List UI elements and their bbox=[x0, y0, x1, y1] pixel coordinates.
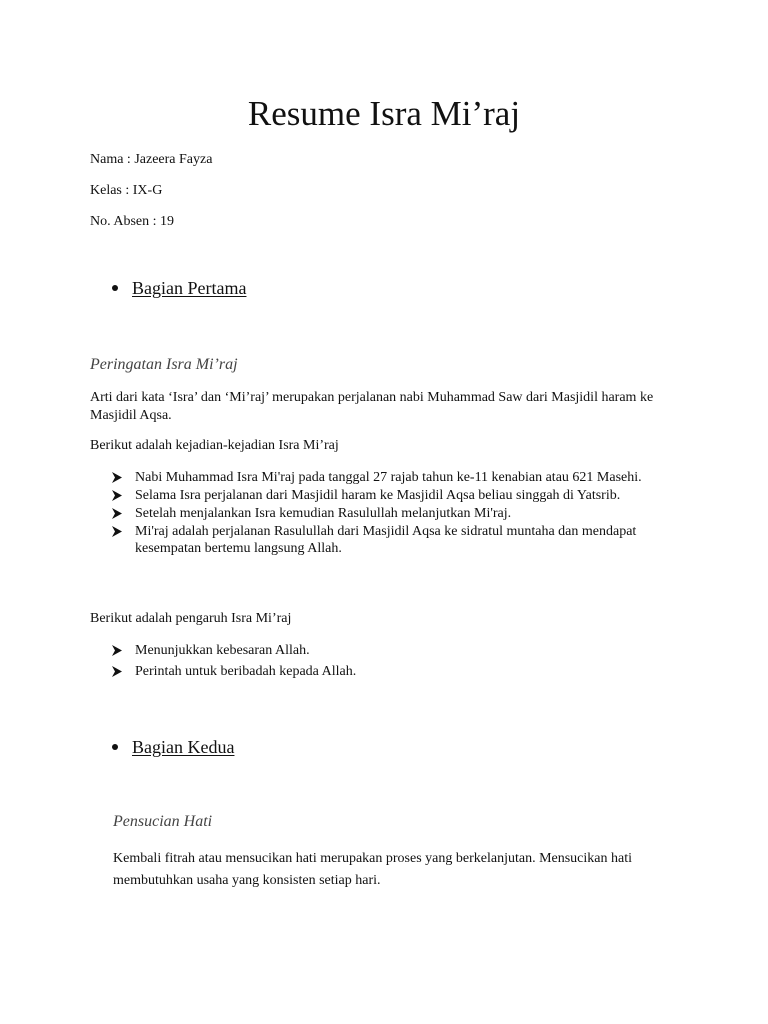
bullet-dot-icon bbox=[112, 285, 118, 291]
subheading-peringatan: Peringatan Isra Mi’raj bbox=[90, 356, 238, 373]
arrowhead-bullet-icon bbox=[112, 645, 122, 656]
section-heading-bagian-pertama bbox=[112, 277, 246, 299]
student-absen: No. Absen : 19 bbox=[90, 214, 174, 229]
pensucian-paragraph: Kembali fitrah atau mensucikan hati merupakan proses yang berkelanjutan. Mensucikan hati membutuhkan usaha yang konsisten setiap hari. bbox=[113, 851, 632, 888]
list-item: Perintah untuk beribadah kepada Allah. bbox=[112, 663, 692, 680]
kejadian-lead: Berikut adalah kejadian-kejadian Isra Mi’raj bbox=[90, 438, 339, 453]
arrowhead-bullet-icon bbox=[112, 472, 122, 483]
subheading-pensucian: Pensucian Hati bbox=[113, 813, 213, 830]
pengaruh-list bbox=[112, 642, 692, 681]
section-heading-bagian-kedua bbox=[112, 736, 234, 758]
section-heading-label: Bagian Kedua bbox=[132, 737, 235, 757]
intro-paragraph: Arti dari kata ‘Isra’ dan ‘Mi’raj’ merupakan perjalanan nabi Muhammad Saw dari Masjidil haram ke Masjidil Aqsa. bbox=[90, 390, 654, 423]
list-item: Nabi Muhammad Isra Mi'raj pada tanggal 27 rajab tahun ke-11 kenabian atau 621 Masehi. bbox=[112, 469, 692, 486]
list-item: Menunjukkan kebesaran Allah. bbox=[112, 642, 692, 659]
kejadian-list bbox=[112, 469, 692, 558]
student-class: Kelas : IX-G bbox=[90, 183, 163, 198]
section-heading-label: Bagian Pertama bbox=[132, 278, 247, 298]
arrowhead-bullet-icon bbox=[112, 666, 122, 677]
list-item: Selama Isra perjalanan dari Masjidil haram ke Masjidil Aqsa beliau singgah di Yatsrib. bbox=[112, 487, 692, 504]
list-item: Mi'raj adalah perjalanan Rasulullah dari Masjidil Aqsa ke sidratul muntaha dan mendapat kesempatan bertemu langsung Allah. bbox=[112, 523, 692, 557]
list-item: Setelah menjalankan Isra kemudian Rasulullah melanjutkan Mi'raj. bbox=[112, 505, 692, 522]
bullet-dot-icon bbox=[112, 744, 118, 750]
arrowhead-bullet-icon bbox=[112, 490, 122, 501]
document-title: Resume Isra Mi’raj bbox=[247, 94, 521, 133]
pengaruh-lead: Berikut adalah pengaruh Isra Mi’raj bbox=[90, 611, 292, 626]
arrowhead-bullet-icon bbox=[112, 526, 122, 537]
student-name: Nama : Jazeera Fayza bbox=[90, 152, 213, 167]
arrowhead-bullet-icon bbox=[112, 508, 122, 519]
